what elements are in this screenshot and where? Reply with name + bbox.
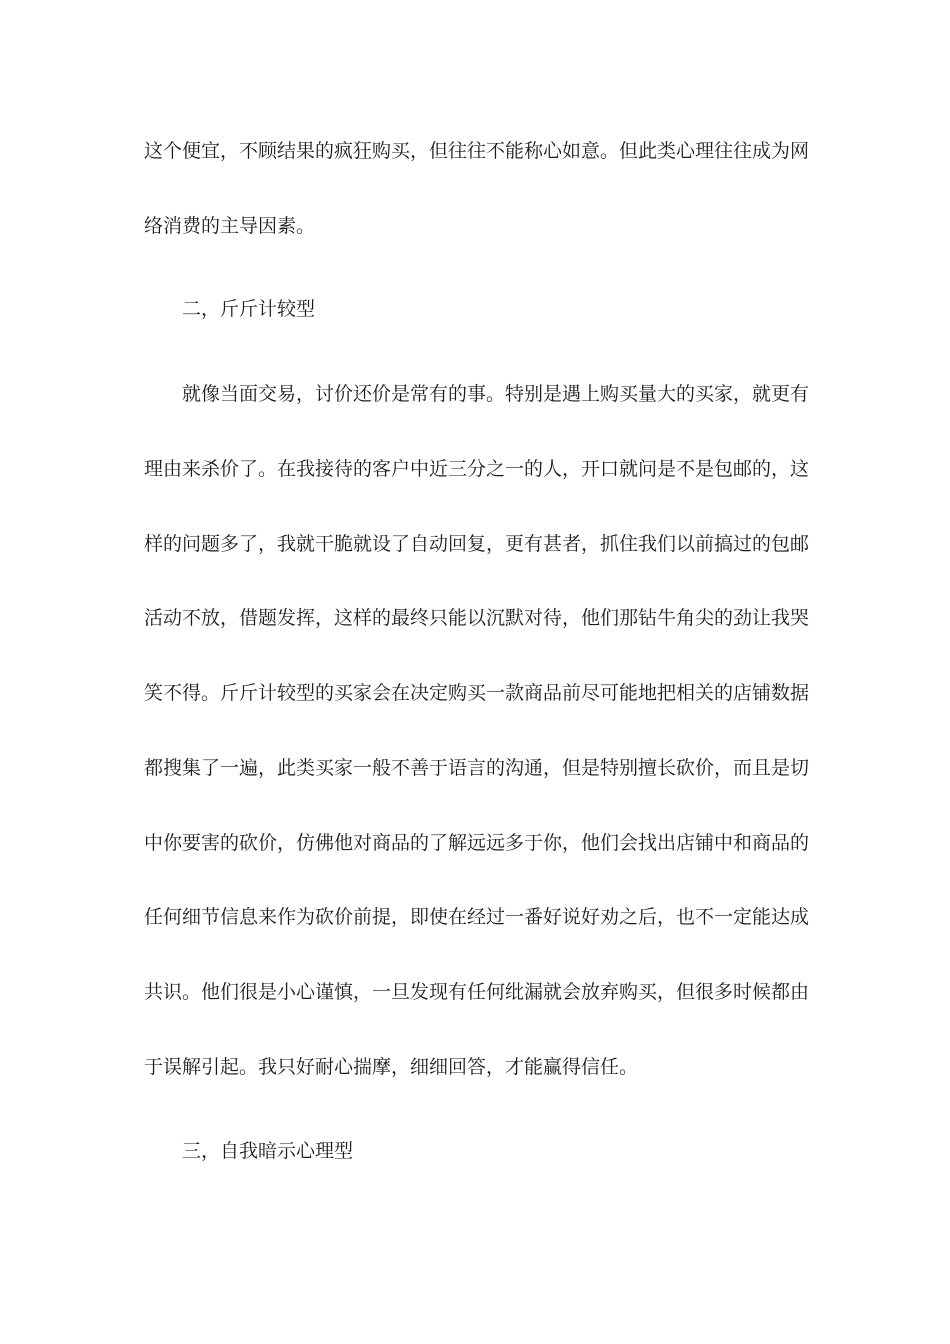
paragraph-line: 样的问题多了，我就干脆就设了自动回复，更有甚者，抓住我们以前搞过的包邮 [144, 533, 810, 555]
paragraph-line: 任何细节信息来作为砍价前提，即使在经过一番好说好劝之后，也不一定能达成 [144, 906, 810, 928]
paragraph-line: 共识。他们很是小心谨慎，一旦发现有任何纰漏就会放弃购买，但很多时候都由 [144, 981, 810, 1003]
paragraph-line: 都搜集了一遍，此类买家一般不善于语言的沟通，但是特别擅长砍价，而且是切 [144, 757, 810, 779]
paragraph-line: 络消费的主导因素。 [144, 215, 316, 237]
paragraph-line: 于误解引起。我只好耐心揣摩，细细回答，才能赢得信任。 [144, 1056, 639, 1078]
paragraph-line: 笑不得。斤斤计较型的买家会在决定购买一款商品前尽可能地把相关的店铺数据 [144, 682, 810, 704]
paragraph-line: 这个便宜，不顾结果的疯狂购买，但往往不能称心如意。但此类心理往往成为网 [144, 140, 810, 162]
section-heading-2: 二，斤斤计较型 [182, 298, 316, 320]
paragraph-line: 中你要害的砍价，仿佛他对商品的了解远远多于你，他们会找出店铺中和商品的 [144, 832, 810, 854]
section-heading-3: 三，自我暗示心理型 [182, 1140, 354, 1162]
paragraph-line: 就像当面交易，讨价还价是常有的事。特别是遇上购买量大的买家，就更有 [182, 383, 810, 405]
paragraph-line: 理由来杀价了。在我接待的客户中近三分之一的人，开口就问是不是包邮的，这 [144, 458, 810, 480]
paragraph-line: 活动不放，借题发挥，这样的最终只能以沉默对待，他们那钻牛角尖的劲让我哭 [144, 607, 810, 629]
